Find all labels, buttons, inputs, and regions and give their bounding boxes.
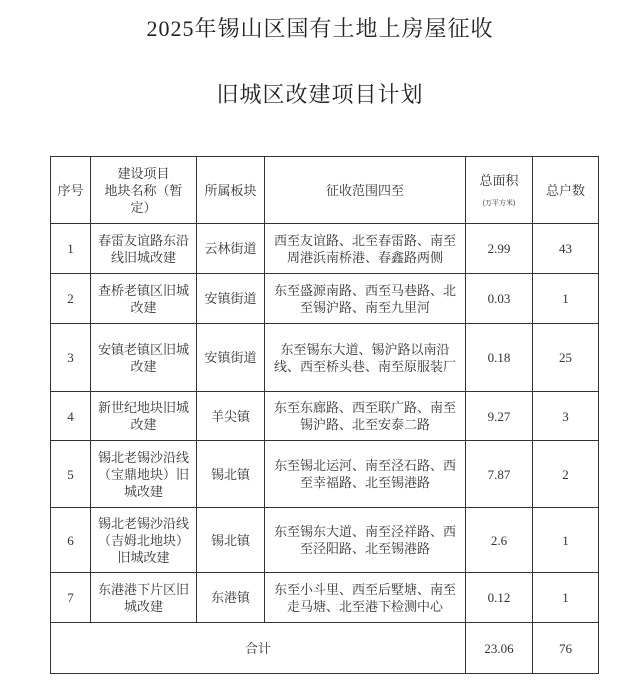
table-row: [51, 441, 599, 508]
cell-area: 2.6: [466, 508, 533, 573]
cell-area: 0.12: [466, 573, 533, 623]
document-title-line2: 旧城区改建项目计划: [216, 82, 424, 107]
cell-area: 7.87: [466, 441, 533, 508]
total-row: [51, 623, 599, 674]
header-name: [91, 157, 197, 224]
cell-households: 1: [533, 508, 599, 573]
cell-project-name: 锡北老锡沙沿线（吉姆北地块）旧城改建: [91, 508, 197, 573]
cell-project-name: 新世纪地块旧城改建: [91, 392, 197, 441]
header-seq: 序号: [51, 157, 91, 224]
cell-block: 锡北镇: [197, 441, 265, 508]
table-row: [51, 573, 599, 623]
header-area-text: 总面积: [479, 172, 519, 188]
cell-range: 东至东廊路、西至联广路、南至锡沪路、北至安泰二路: [265, 392, 466, 441]
cell-range: 东至锡北运河、南至泾石路、西至幸福路、北至锡港路: [265, 441, 466, 508]
cell-range: 东至小斗里、西至后墅塘、南至走马塘、北至港下检测中心: [265, 573, 466, 623]
table-row: [51, 392, 599, 441]
cell-households: 2: [533, 441, 599, 508]
cell-block: 安镇街道: [197, 324, 265, 392]
header-block: 所属板块: [197, 157, 265, 224]
cell-range: 东至盛源南路、西至马巷路、北至锡沪路、南至九里河: [265, 274, 466, 324]
table-row: [51, 508, 599, 573]
total-households: 76: [533, 623, 599, 674]
cell-block: 安镇街道: [197, 274, 265, 324]
cell-seq: 6: [51, 508, 91, 573]
cell-seq: 1: [51, 224, 91, 274]
cell-households: 1: [533, 573, 599, 623]
table-row: [51, 224, 599, 274]
cell-area: 0.18: [466, 324, 533, 392]
cell-project-name: 安镇老镇区旧城改建: [91, 324, 197, 392]
cell-block: 云林街道: [197, 224, 265, 274]
header-name-text: 建设项目 地块名称（暂定）: [104, 165, 183, 215]
cell-block: 羊尖镇: [197, 392, 265, 441]
project-plan-table: [50, 156, 599, 674]
cell-seq: 4: [51, 392, 91, 441]
cell-seq: 3: [51, 324, 91, 392]
cell-area: 0.03: [466, 274, 533, 324]
cell-households: 3: [533, 392, 599, 441]
cell-project-name: 查桥老镇区旧城改建: [91, 274, 197, 324]
total-label: 合计: [51, 623, 466, 674]
cell-project-name: 锡北老锡沙沿线（宝鼎地块）旧城改建: [91, 441, 197, 508]
cell-households: 1: [533, 274, 599, 324]
cell-area: 9.27: [466, 392, 533, 441]
header-households: 总户数: [533, 157, 599, 224]
table-row: [51, 274, 599, 324]
table-header-row: [51, 157, 599, 224]
header-range: 征收范围四至: [265, 157, 466, 224]
total-area: 23.06: [466, 623, 533, 674]
cell-project-name: 春雷友谊路东沿线旧城改建: [91, 224, 197, 274]
cell-range: 东至锡东大道、南至泾祥路、西至泾阳路、北至锡港路: [265, 508, 466, 573]
table-row: [51, 324, 599, 392]
cell-seq: 5: [51, 441, 91, 508]
cell-households: 25: [533, 324, 599, 392]
cell-project-name: 东港港下片区旧城改建: [91, 573, 197, 623]
cell-area: 2.99: [466, 224, 533, 274]
header-area: [466, 157, 533, 224]
cell-seq: 7: [51, 573, 91, 623]
cell-seq: 2: [51, 274, 91, 324]
document-title-line1: 2025年锡山区国有土地上房屋征收: [146, 16, 494, 41]
cell-range: 西至友谊路、北至春雷路、南至周港浜南桥港、春鑫路两侧: [265, 224, 466, 274]
cell-block: 东港镇: [197, 573, 265, 623]
cell-range: 东至锡东大道、锡沪路以南沿线、西至桥头巷、南至原服装厂: [265, 324, 466, 392]
cell-block: 锡北镇: [197, 508, 265, 573]
cell-households: 43: [533, 224, 599, 274]
header-area-unit: (万平方米): [482, 199, 516, 207]
